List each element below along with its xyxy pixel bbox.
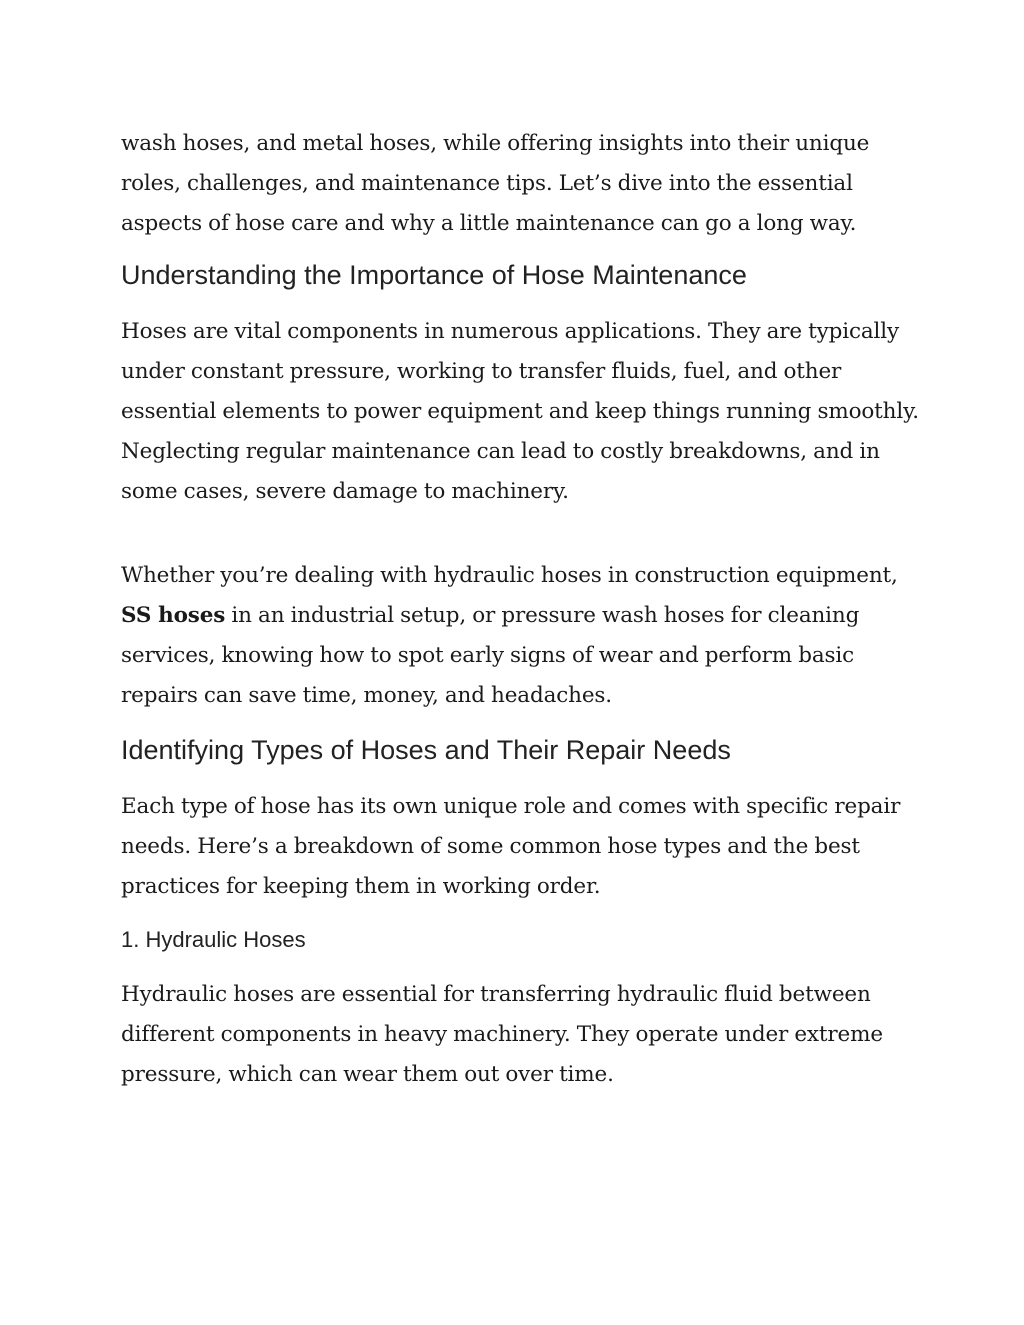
ss-hoses-link[interactable]: SS hoses	[121, 603, 226, 628]
document-page	[121, 124, 921, 1095]
hoses-vital-paragraph: Hoses are vital components in numerous applications. They are typically under constant pressure, working to transfer fluids, fuel, and other essential elements to power equipment and keep things running smoothly. Neglecting regular maintenance can lead to costly breakdowns, and in some cases, severe damage to machinery.	[121, 319, 919, 504]
heading-identifying-hose-types: Identifying Types of Hoses and Their Repair Needs	[121, 735, 731, 765]
heading-hose-maintenance-importance: Understanding the Importance of Hose Maintenance	[121, 260, 747, 290]
paragraph-text-before-link: Whether you’re dealing with hydraulic hoses in construction equipment,	[121, 563, 898, 588]
heading-hydraulic-hoses: 1. Hydraulic Hoses	[121, 927, 306, 952]
hydraulic-hoses-paragraph: Hydraulic hoses are essential for transferring hydraulic fluid between different components in heavy machinery. They operate under extreme pressure, which can wear them out over time.	[121, 982, 883, 1087]
hose-types-context-paragraph	[121, 556, 921, 716]
paragraph-text-after-link: in an industrial setup, or pressure wash hoses for cleaning services, knowing how to spot early signs of wear and perform basic repairs can save time, money, and headaches.	[121, 603, 860, 708]
hose-types-intro-paragraph: Each type of hose has its own unique role and comes with specific repair needs. Here’s a breakdown of some common hose types and the best practices for keeping them in working order.	[121, 794, 901, 899]
intro-paragraph: wash hoses, and metal hoses, while offering insights into their unique roles, challenges, and maintenance tips. Let’s dive into the essential aspects of hose care and why a little maintenance can go a long way.	[121, 131, 870, 236]
